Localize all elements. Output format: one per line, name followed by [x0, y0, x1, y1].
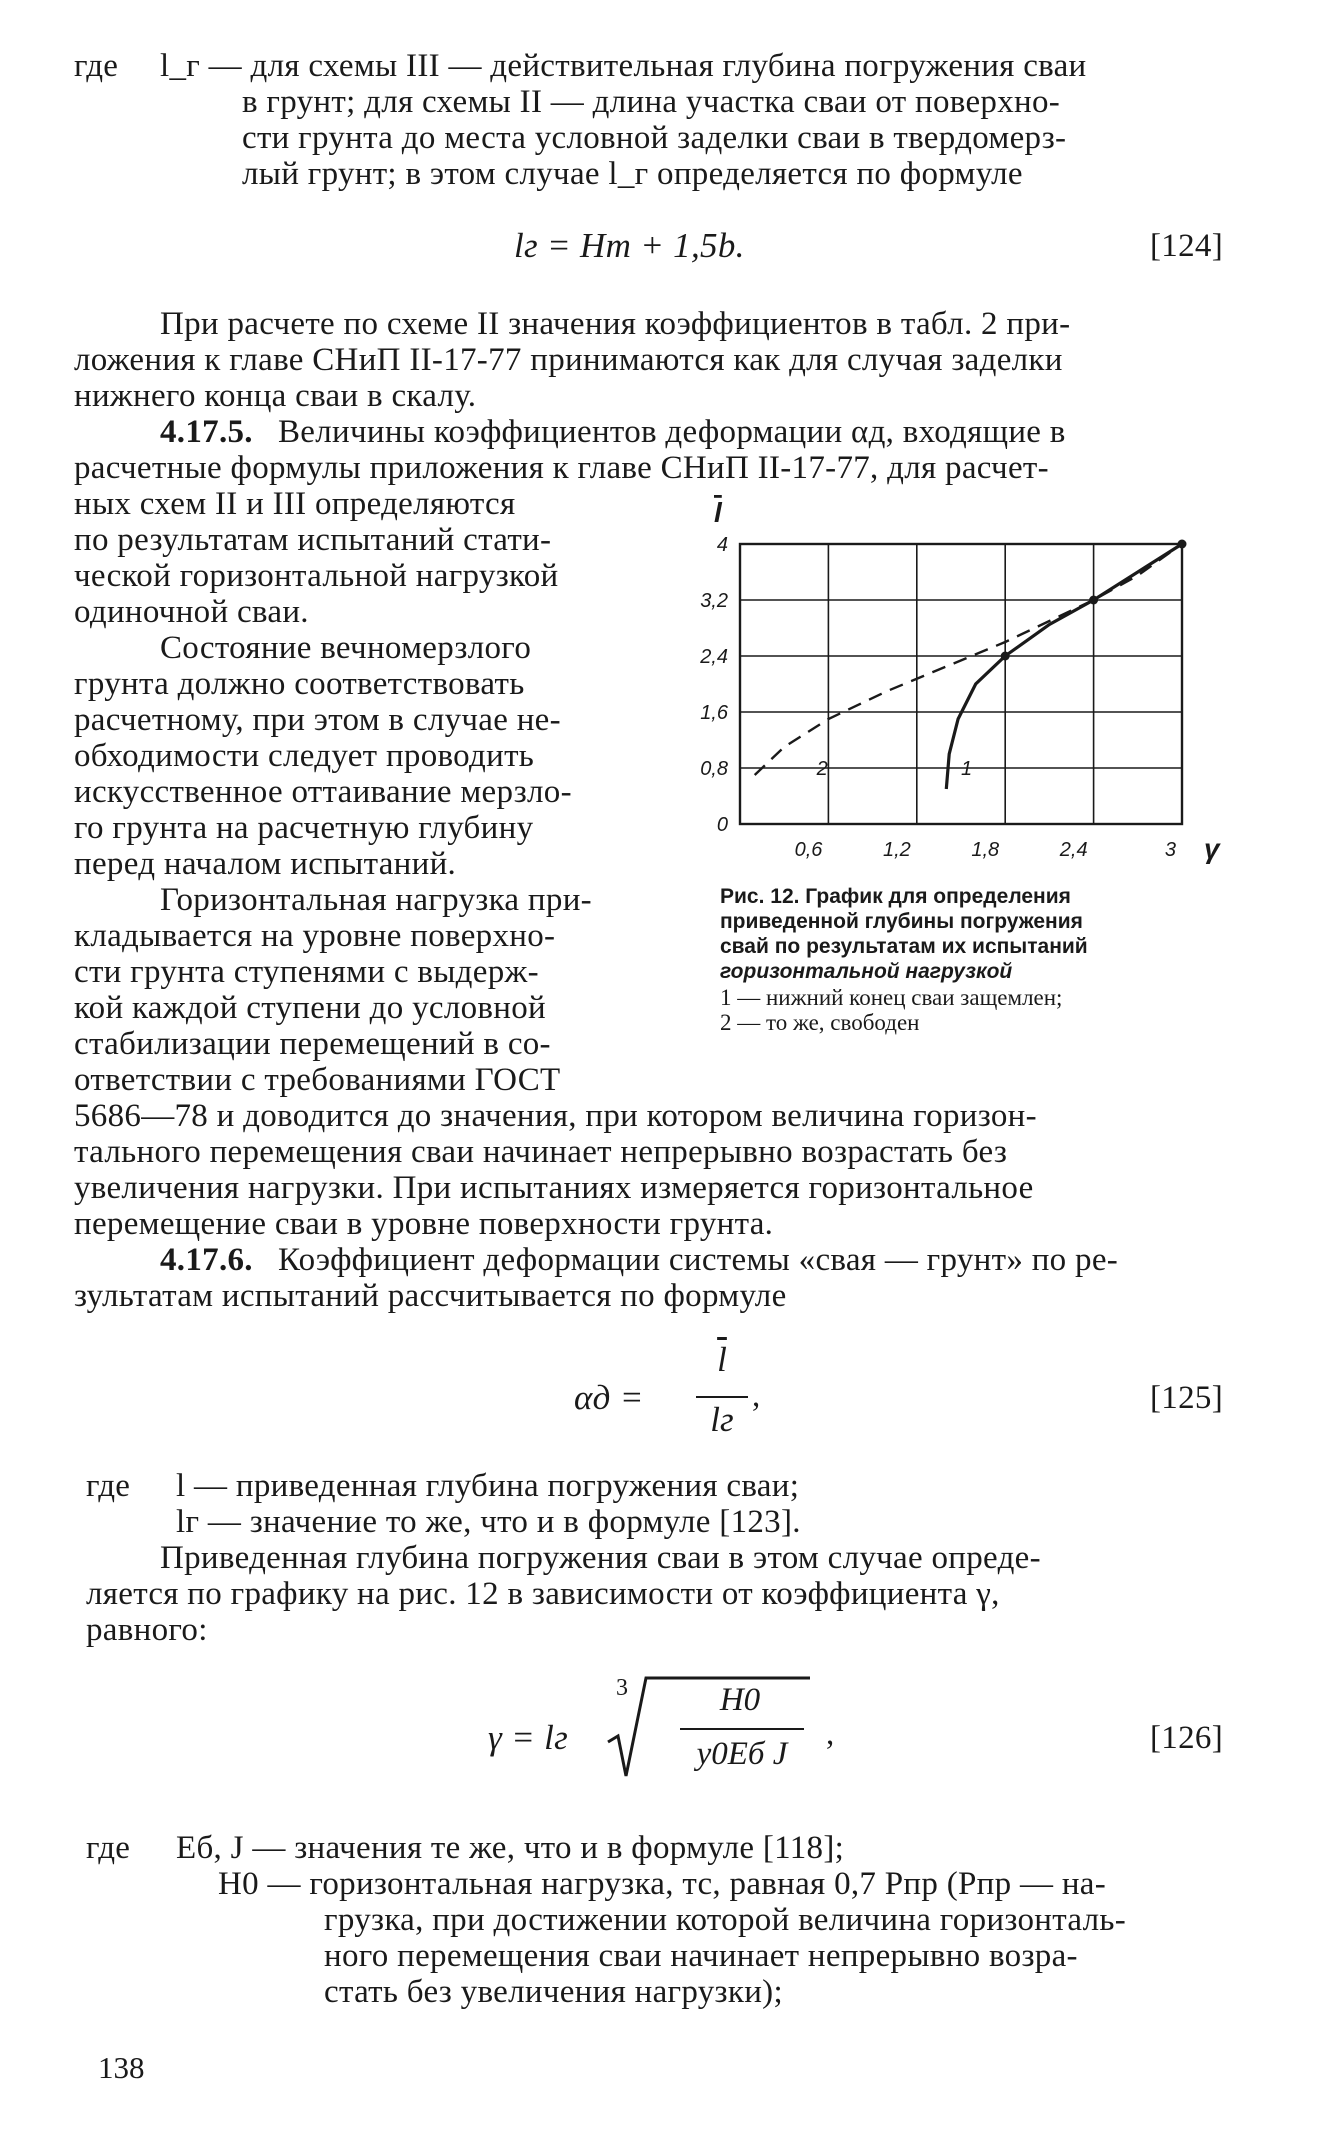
- series-label-1: 1: [961, 758, 973, 780]
- series-line-2: [755, 544, 1182, 775]
- text-line: ного перемещения сваи начинает непрерывно возра-: [324, 1938, 1078, 1974]
- text-line: 5686—78 и доводится до значения, при котором величина горизон-: [74, 1098, 1037, 1134]
- intersection-dot: [1089, 596, 1098, 605]
- section-number: 4.17.5.: [160, 414, 253, 450]
- text-line: равного:: [86, 1612, 208, 1648]
- text-line: нижнего конца сваи в скалу.: [74, 378, 477, 414]
- text-line: lг — значение то же, что и в формуле [123].: [176, 1504, 801, 1540]
- text-line: одиночной сваи.: [74, 594, 309, 630]
- text-line: грунта должно соответствовать: [74, 666, 525, 702]
- text-line: H0 — горизонтальная нагрузка, тс, равная 0,7 Pпр (Pпр — на-: [218, 1866, 1107, 1902]
- y-tick-label: 2,4: [700, 646, 728, 668]
- fraction-bar: [680, 1728, 804, 1730]
- text-line: обходимости следует проводить: [74, 738, 535, 774]
- text-line: го грунта на расчетную глубину: [74, 810, 534, 846]
- formula-124: lг = Hт + 1,5b.: [514, 226, 745, 265]
- section-number: 4.17.6.: [160, 1242, 253, 1278]
- x-tick-label: 3: [1164, 839, 1176, 861]
- y-tick-label: 1,6: [700, 702, 728, 724]
- formula-125-numerator: $\overline{l}$: [717, 1340, 727, 1379]
- text-line: ных схем II и III определяются: [74, 486, 516, 522]
- intersection-dot: [1001, 652, 1010, 661]
- text-line: кой каждой ступени до условной: [74, 990, 547, 1026]
- figure-caption-line: Рис. 12. График для определения: [720, 885, 1071, 908]
- formula-comma: ,: [826, 1716, 835, 1752]
- text-line: Eб, J — значения те же, что и в формуле [118];: [176, 1830, 845, 1866]
- text-line: по результатам испытаний стати-: [74, 522, 552, 558]
- x-axis-label: γ: [1204, 833, 1220, 864]
- formula-126-numerator: H0: [719, 1682, 761, 1718]
- text-line: ческой горизонтальной нагрузкой: [74, 558, 559, 594]
- x-tick-label: 2,4: [1059, 839, 1088, 861]
- text-line: ложения к главе СНиП II-17-77 принимаются как для случая заделки: [74, 342, 1063, 378]
- x-tick-label: 0,6: [794, 839, 823, 861]
- text-line: Состояние вечномерзлого: [160, 630, 532, 666]
- figure-caption-note: 1 — нижний конец сваи защемлен;: [720, 985, 1063, 1010]
- text-line: l — приведенная глубина погружения сваи;: [176, 1468, 800, 1504]
- text-line: Горизонтальная нагрузка при-: [160, 882, 592, 918]
- text-line: увеличения нагрузки. При испытаниях измеряется горизонтальное: [74, 1170, 1034, 1206]
- y-tick-label: 0: [716, 814, 728, 836]
- text-line: грузка, при достижении которой величина горизонталь-: [324, 1902, 1127, 1938]
- formula-125-denominator: lг: [710, 1400, 734, 1439]
- text-line: тального перемещения сваи начинает непрерывно возрастать без: [74, 1134, 1008, 1170]
- text-line: расчетные формулы приложения к главе СНиП II-17-77, для расчет-: [74, 450, 1049, 486]
- text-line: стать без увеличения нагрузки);: [324, 1974, 783, 2010]
- y-tick-label: 4: [716, 534, 728, 556]
- formula-comma: ,: [752, 1378, 761, 1414]
- text-line: ляется по графику на рис. 12 в зависимости от коэффициента γ,: [86, 1576, 1000, 1612]
- y-axis-label: l: [714, 497, 722, 528]
- formula-125-label: [125]: [1150, 1380, 1223, 1416]
- y-tick-label: 3,2: [700, 590, 728, 612]
- text-line: лый грунт; в этом случае l_г определяется по формуле: [242, 156, 1023, 192]
- formula-124-label: [124]: [1150, 228, 1223, 264]
- series-line-1: [946, 544, 1182, 789]
- formula-125-lhs: αд =: [574, 1378, 644, 1417]
- figure-caption-line: свай по результатам их испытаний: [720, 935, 1088, 958]
- text-line: сти грунта до места условной заделки сваи в твердомерз-: [242, 120, 1067, 156]
- where-label: где: [86, 1830, 131, 1866]
- text-line: Приведенная глубина погружения сваи в этом случае опреде-: [160, 1540, 1041, 1576]
- text-line: стабилизации перемещений в со-: [74, 1026, 551, 1062]
- text-line: При расчете по схеме II значения коэффициентов в табл. 2 при-: [160, 306, 1071, 342]
- text-line: l_г — для схемы III — действительная глубина погружения сваи: [160, 48, 1087, 84]
- figure-caption-line: горизонтальной нагрузкой: [720, 960, 1013, 983]
- text-line: в грунт; для схемы II — длина участка сваи от поверхно-: [242, 84, 1061, 120]
- where-label: где: [86, 1468, 131, 1504]
- where-label: где: [74, 48, 119, 84]
- text-line: искусственное оттаивание мерзло-: [74, 774, 572, 810]
- page-number: 138: [98, 2050, 145, 2085]
- figure-12-chart: [690, 484, 1220, 864]
- x-tick-label: 1,8: [971, 839, 1000, 861]
- figure-caption-note: 2 — то же, свободен: [720, 1010, 920, 1035]
- formula-126-denominator: y0Eб J: [696, 1736, 788, 1772]
- formula-126-label: [126]: [1150, 1720, 1223, 1756]
- formula-126-lhs: γ = lг: [488, 1718, 569, 1757]
- text-line: Коэффициент деформации системы «свая — грунт» по ре-: [278, 1242, 1119, 1278]
- text-line: сти грунта ступенями с выдерж-: [74, 954, 539, 990]
- x-tick-label: 1,2: [882, 839, 911, 861]
- text-line: перемещение сваи в уровне поверхности грунта.: [74, 1206, 774, 1242]
- text-line: перед началом испытаний.: [74, 846, 457, 882]
- root-index: 3: [616, 1675, 629, 1701]
- y-tick-label: 0,8: [700, 758, 728, 780]
- intersection-dot: [1178, 540, 1187, 549]
- text-line: расчетному, при этом в случае не-: [74, 702, 561, 738]
- text-line: зультатам испытаний рассчитывается по формуле: [74, 1278, 787, 1314]
- text-line: кладывается на уровне поверхно-: [74, 918, 556, 954]
- figure-caption-line: приведенной глубины погружения: [720, 910, 1083, 933]
- text-line: ответствии с требованиями ГОСТ: [74, 1062, 561, 1098]
- text-line: Величины коэффициентов деформации αд, входящие в: [278, 414, 1066, 450]
- fraction-bar: [696, 1396, 748, 1398]
- series-label-2: 2: [816, 758, 828, 780]
